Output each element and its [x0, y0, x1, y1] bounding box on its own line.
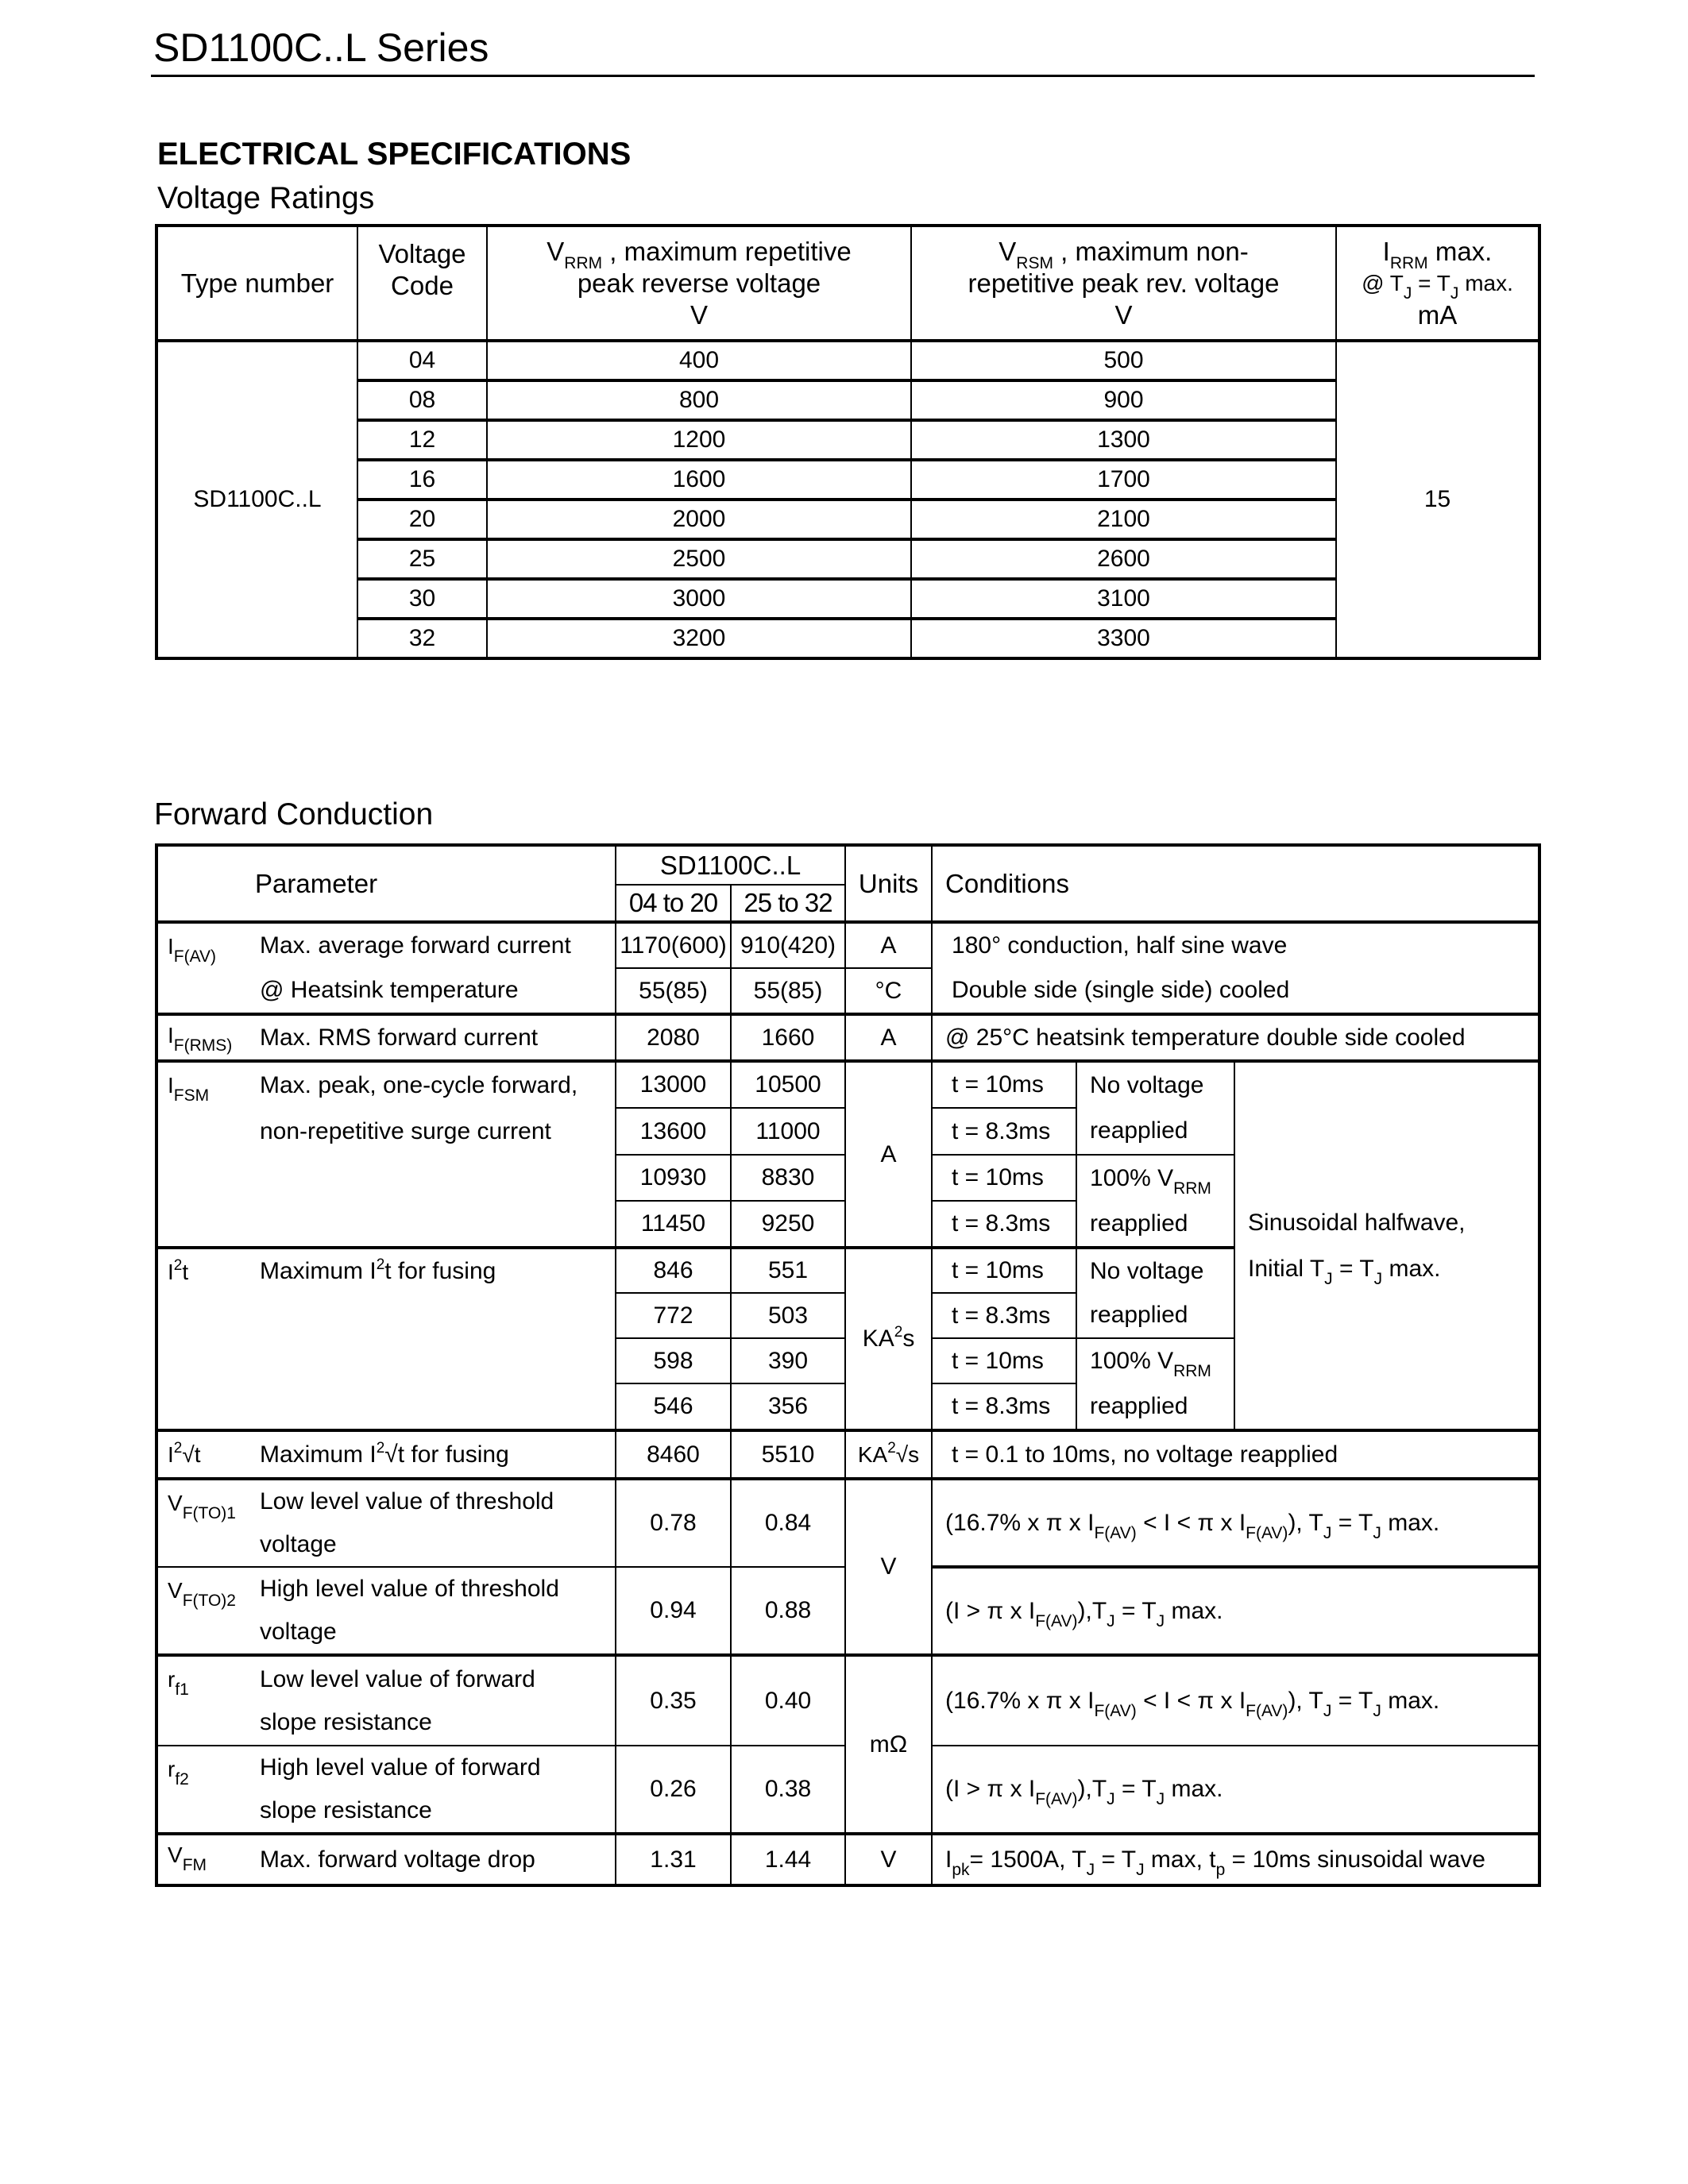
- voltage-code-cell: 12: [357, 420, 487, 460]
- value-cell: 0.40: [731, 1655, 845, 1746]
- value-cell: 10930: [616, 1155, 731, 1201]
- header-voltage-code: [357, 226, 487, 341]
- voltage-code-cell: 04: [357, 341, 487, 380]
- text-segment: No voltage: [1090, 1071, 1204, 1098]
- value-cell: 55(85): [616, 968, 731, 1014]
- text-segment: Initial T: [1248, 1255, 1325, 1282]
- text-segment: (16.7% x π x I: [945, 1687, 1095, 1714]
- subscript: J: [1373, 1523, 1381, 1542]
- table-row: [156, 500, 1539, 539]
- subscript: RRM: [564, 253, 603, 272]
- param-desc: Max. RMS forward current: [252, 1014, 616, 1061]
- time-cell: t = 8.3ms: [932, 1293, 1076, 1338]
- subscript: F(AV): [1094, 1701, 1137, 1720]
- header-vrsm: [911, 226, 1336, 341]
- superscript: 2: [894, 1324, 903, 1341]
- table-row: [156, 922, 1539, 968]
- param-desc: Max. peak, one-cycle forward,: [252, 1061, 616, 1108]
- text-segment: (I > π x I: [945, 1776, 1036, 1802]
- subscript: F(AV): [1035, 1790, 1078, 1808]
- type-number-cell: SD1100C..L: [156, 341, 357, 658]
- superscript: 2: [376, 1439, 385, 1457]
- header-type-number: [156, 226, 357, 341]
- value-cell: 2080: [616, 1014, 731, 1061]
- table-row: [156, 1834, 1539, 1885]
- param-desc-empty: [252, 1338, 616, 1383]
- forward-conduction-title: Forward Conduction: [154, 797, 434, 832]
- units-cell: A: [845, 922, 932, 968]
- reapply-cell: [1076, 1108, 1234, 1155]
- subscript: J: [1156, 1611, 1165, 1630]
- subscript: RRM: [1389, 253, 1428, 272]
- table-row: [156, 420, 1539, 460]
- text-segment: r: [168, 1667, 176, 1692]
- text-segment: √t for fusing: [384, 1441, 509, 1468]
- vrrm-cell: 2000: [487, 500, 911, 539]
- reapply-cell: [1076, 1293, 1234, 1338]
- conditions-cell: 180° conduction, half sine wave: [932, 922, 1539, 968]
- text-segment: KA: [857, 1441, 888, 1467]
- text-segment: (16.7% x π x I: [945, 1509, 1095, 1536]
- text-segment: = T: [1095, 1846, 1137, 1873]
- value-cell: 390: [731, 1338, 845, 1383]
- voltage-code-cell: 25: [357, 539, 487, 579]
- subscript: F(AV): [1246, 1523, 1288, 1542]
- text-segment: I: [168, 1260, 174, 1284]
- text-segment: r: [168, 1757, 176, 1781]
- text-segment: = T: [1331, 1687, 1373, 1714]
- header-label: [488, 236, 910, 272]
- subscript: J: [1086, 1860, 1095, 1879]
- value-cell: 598: [616, 1338, 731, 1383]
- value-cell: 356: [731, 1383, 845, 1430]
- param-desc: @ Heatsink temperature: [252, 968, 616, 1014]
- superscript: 2: [173, 1440, 183, 1457]
- value-cell: 0.78: [616, 1479, 731, 1567]
- table-row: [156, 380, 1539, 420]
- header-label: repetitive peak rev. voltage: [968, 268, 1280, 298]
- subscript: F(AV): [1094, 1523, 1137, 1542]
- symbol-if-rms: [156, 1014, 252, 1061]
- value-cell: 8830: [731, 1155, 845, 1201]
- units-cell: A: [845, 1061, 932, 1248]
- value-cell: 0.38: [731, 1746, 845, 1834]
- units-cell: V: [845, 1834, 932, 1885]
- value-cell: 5510: [731, 1430, 845, 1479]
- subscript: F(RMS): [173, 1036, 233, 1055]
- value-cell: 1.44: [731, 1834, 845, 1885]
- header-device: SD1100C..L: [616, 845, 845, 885]
- text-segment: V: [168, 1578, 183, 1603]
- subscript: J: [1107, 1790, 1115, 1808]
- text-segment: KA: [862, 1325, 894, 1352]
- text-segment: I: [168, 1023, 174, 1048]
- text-segment: Maximum I: [260, 1257, 377, 1284]
- units-cell: [845, 1248, 932, 1430]
- conditions-cell: [932, 1567, 1539, 1655]
- text-segment: No voltage: [1090, 1257, 1204, 1284]
- value-cell: 1.31: [616, 1834, 731, 1885]
- header-unit: mA: [1417, 299, 1458, 330]
- text-segment: < I < π x I: [1136, 1687, 1246, 1714]
- voltage-code-cell: 30: [357, 579, 487, 619]
- value-cell: 0.94: [616, 1567, 731, 1655]
- vrsm-cell: 1700: [911, 460, 1336, 500]
- voltage-code-cell: 20: [357, 500, 487, 539]
- text-segment: Maximum I: [260, 1441, 377, 1468]
- param-desc-line: voltage: [260, 1531, 337, 1557]
- header-units: Units: [845, 845, 932, 922]
- title-divider: [151, 75, 1535, 77]
- time-cell: t = 10ms: [932, 1338, 1076, 1383]
- value-cell: 503: [731, 1293, 845, 1338]
- value-cell: 11450: [616, 1201, 731, 1248]
- text-segment: = T: [1114, 1597, 1157, 1624]
- time-cell: t = 10ms: [932, 1155, 1076, 1201]
- irrm-cell: 15: [1336, 341, 1539, 658]
- vrsm-cell: 3300: [911, 619, 1336, 658]
- value-cell: 551: [731, 1248, 845, 1293]
- param-desc: Max. forward voltage drop: [252, 1834, 616, 1885]
- header-col-04-to-20: 04 to 20: [616, 885, 731, 922]
- value-cell: 0.88: [731, 1567, 845, 1655]
- text-segment: = 10ms sinusoidal wave: [1225, 1846, 1485, 1873]
- time-cell: t = 8.3ms: [932, 1383, 1076, 1430]
- subscript: RRM: [1173, 1179, 1211, 1198]
- header-label: [912, 236, 1335, 272]
- table-header-row: [156, 845, 1539, 885]
- subscript: J: [1450, 284, 1459, 303]
- units-cell: °C: [845, 968, 932, 1014]
- value-cell: 11000: [731, 1108, 845, 1155]
- table-row: [156, 968, 1539, 1014]
- subscript: J: [1323, 1523, 1332, 1542]
- text-segment: I: [1382, 236, 1390, 266]
- subscript: RRM: [1173, 1362, 1211, 1380]
- text-segment: reapplied: [1090, 1117, 1188, 1144]
- symbol-rf2: [156, 1746, 252, 1834]
- text-segment: max.: [1165, 1776, 1223, 1802]
- text-segment: Sinusoidal halfwave,: [1248, 1209, 1466, 1236]
- value-cell: 0.84: [731, 1479, 845, 1567]
- vrrm-cell: 3000: [487, 579, 911, 619]
- header-label: peak reverse voltage: [577, 268, 821, 298]
- table-row: [156, 1479, 1539, 1567]
- text-segment: √s: [895, 1441, 920, 1467]
- text-segment: , maximum repetitive: [602, 236, 852, 266]
- param-desc: [252, 1430, 616, 1479]
- superscript: 2: [376, 1256, 385, 1273]
- superscript: 2: [887, 1439, 896, 1457]
- time-cell: t = 10ms: [932, 1061, 1076, 1108]
- table-row: [156, 460, 1539, 500]
- reapply-cell: [1076, 1383, 1234, 1430]
- text-segment: reapplied: [1090, 1210, 1188, 1237]
- subscript: pk: [952, 1860, 970, 1879]
- param-desc: [252, 1479, 616, 1567]
- param-desc-line: slope resistance: [260, 1708, 432, 1735]
- param-desc: [252, 1248, 616, 1293]
- subscript: J: [1323, 1701, 1332, 1720]
- value-cell: 0.35: [616, 1655, 731, 1746]
- text-segment: = T: [1412, 270, 1450, 295]
- subscript: J: [1373, 1701, 1381, 1720]
- subscript: FSM: [173, 1086, 210, 1105]
- subscript: F(AV): [1035, 1611, 1078, 1630]
- subscript: RSM: [1016, 253, 1053, 272]
- subscript: F(AV): [173, 947, 217, 966]
- header-label: Voltage: [378, 238, 466, 268]
- text-segment: , maximum non-: [1053, 236, 1249, 266]
- param-desc: Max. average forward current: [252, 922, 616, 968]
- value-cell: 13600: [616, 1108, 731, 1155]
- subscript: p: [1215, 1860, 1226, 1879]
- table-row: [156, 1061, 1539, 1108]
- param-desc: non-repetitive surge current: [252, 1108, 616, 1155]
- param-desc: [252, 1746, 616, 1834]
- time-cell: t = 10ms: [932, 1248, 1076, 1293]
- subscript: J: [1107, 1611, 1115, 1630]
- value-cell: 8460: [616, 1430, 731, 1479]
- value-cell: 910(420): [731, 922, 845, 968]
- header-conditions: Conditions: [932, 845, 1539, 922]
- reapply-cell: [1076, 1201, 1234, 1248]
- text-segment: I: [168, 1442, 174, 1467]
- value-cell: 1170(600): [616, 922, 731, 968]
- text-segment: t for fusing: [384, 1257, 496, 1284]
- symbol-if-av: [156, 922, 252, 1014]
- text-segment: = T: [1332, 1255, 1374, 1282]
- text-segment: t: [182, 1260, 189, 1284]
- table-row: [156, 1655, 1539, 1746]
- symbol-i2-sqrt-t: [156, 1430, 252, 1479]
- reapply-cell: [1076, 1248, 1234, 1293]
- header-parameter: Parameter: [156, 845, 616, 922]
- forward-conduction-table: [155, 843, 1541, 1887]
- param-desc: [252, 1655, 616, 1746]
- vrrm-cell: 800: [487, 380, 911, 420]
- text-segment: max.: [1458, 270, 1513, 295]
- value-cell: 772: [616, 1293, 731, 1338]
- units-cell: [845, 1430, 932, 1479]
- table-header-row: [156, 226, 1539, 341]
- text-segment: max, t: [1144, 1846, 1216, 1873]
- section-heading: ELECTRICAL SPECIFICATIONS: [157, 137, 632, 172]
- vrrm-cell: 400: [487, 341, 911, 380]
- header-label: Code: [391, 270, 454, 300]
- text-segment: √t: [182, 1442, 201, 1467]
- vrsm-cell: 3100: [911, 579, 1336, 619]
- conditions-cell: Double side (single side) cooled: [932, 968, 1539, 1014]
- reapply-cell: [1076, 1338, 1234, 1383]
- shared-condition-line: [1248, 1246, 1538, 1292]
- param-desc-empty: [252, 1155, 616, 1201]
- text-segment: max.: [1382, 1255, 1441, 1282]
- text-segment: s: [902, 1325, 915, 1352]
- subscript: F(AV): [1246, 1701, 1288, 1720]
- text-segment: V: [547, 236, 565, 266]
- param-desc-empty: [252, 1201, 616, 1248]
- text-segment: I: [945, 1846, 952, 1873]
- reapply-cell: [1076, 1155, 1234, 1201]
- table-row: [156, 539, 1539, 579]
- time-cell: t = 8.3ms: [932, 1108, 1076, 1155]
- symbol-rf1: [156, 1655, 252, 1746]
- text-segment: = T: [1114, 1776, 1157, 1802]
- symbol-vfm: [156, 1834, 252, 1885]
- text-segment: V: [168, 1843, 183, 1867]
- header-label: [1337, 268, 1538, 303]
- text-segment: 100% V: [1090, 1164, 1174, 1191]
- text-segment: (I > π x I: [945, 1597, 1036, 1624]
- header-col-25-to-32: 25 to 32: [731, 885, 845, 922]
- header-label: Type number: [180, 268, 334, 298]
- text-segment: V: [999, 236, 1017, 266]
- text-segment: max.: [1427, 236, 1493, 266]
- subscript: FM: [182, 1856, 207, 1874]
- subscript: J: [1403, 284, 1412, 303]
- subscript: F(TO)2: [182, 1592, 236, 1610]
- voltage-code-cell: 16: [357, 460, 487, 500]
- subscript: J: [1156, 1790, 1165, 1808]
- param-desc-empty: [252, 1293, 616, 1338]
- table-row: [156, 619, 1539, 658]
- header-unit: V: [689, 299, 708, 330]
- text-segment: ),T: [1077, 1776, 1107, 1802]
- value-cell: 1660: [731, 1014, 845, 1061]
- conditions-cell: [932, 1746, 1539, 1834]
- value-cell: 846: [616, 1248, 731, 1293]
- param-desc-line: High level value of threshold: [260, 1576, 559, 1602]
- header-irrm: [1336, 226, 1539, 341]
- table-row: [156, 1430, 1539, 1479]
- param-desc-line: Low level value of forward: [260, 1665, 535, 1692]
- vrsm-cell: 500: [911, 341, 1336, 380]
- conditions-cell: [932, 1834, 1539, 1885]
- text-segment: I: [168, 1073, 174, 1098]
- units-cell: V: [845, 1479, 932, 1655]
- text-segment: @ T: [1362, 270, 1404, 295]
- table-row: [156, 579, 1539, 619]
- subscript: f1: [175, 1680, 189, 1699]
- conditions-cell: [932, 1479, 1539, 1567]
- symbol-ifsm: [156, 1061, 252, 1248]
- reapply-cell: [1076, 1061, 1234, 1108]
- symbol-i2t: [156, 1248, 252, 1430]
- value-cell: 9250: [731, 1201, 845, 1248]
- document-title: SD1100C..L Series: [153, 25, 489, 70]
- param-desc-line: Low level value of threshold: [260, 1488, 554, 1515]
- subscript: F(TO)1: [182, 1504, 236, 1522]
- shared-conditions-cell: [1234, 1061, 1539, 1430]
- vrrm-cell: 1200: [487, 420, 911, 460]
- conditions-cell: [932, 1655, 1539, 1746]
- subscript: f2: [175, 1770, 189, 1788]
- vrsm-cell: 2100: [911, 500, 1336, 539]
- param-desc-line: slope resistance: [260, 1797, 432, 1823]
- vrrm-cell: 3200: [487, 619, 911, 658]
- superscript: 2: [173, 1257, 183, 1274]
- time-cell: t = 8.3ms: [932, 1201, 1076, 1248]
- header-unit: V: [1114, 299, 1133, 330]
- text-segment: I: [168, 934, 174, 959]
- vrsm-cell: 1300: [911, 420, 1336, 460]
- voltage-code-cell: 08: [357, 380, 487, 420]
- voltage-ratings-title: Voltage Ratings: [157, 181, 375, 215]
- vrrm-cell: 1600: [487, 460, 911, 500]
- subscript: J: [1324, 1269, 1333, 1288]
- value-cell: 13000: [616, 1061, 731, 1108]
- symbol-vf-to1: [156, 1479, 252, 1567]
- text-segment: ), T: [1288, 1687, 1323, 1714]
- header-vrrm: [487, 226, 911, 341]
- text-segment: ), T: [1288, 1509, 1323, 1536]
- header-label: [1337, 236, 1538, 272]
- text-segment: = T: [1331, 1509, 1373, 1536]
- text-segment: reapplied: [1090, 1302, 1188, 1328]
- voltage-code-cell: 32: [357, 619, 487, 658]
- conditions-cell: @ 25°C heatsink temperature double side cooled: [932, 1014, 1539, 1061]
- param-desc: [252, 1567, 616, 1655]
- units-cell: A: [845, 1014, 932, 1061]
- value-cell: 10500: [731, 1061, 845, 1108]
- subscript: J: [1136, 1860, 1145, 1879]
- table-row: [156, 1014, 1539, 1061]
- param-desc-line: voltage: [260, 1619, 337, 1645]
- units-cell: mΩ: [845, 1655, 932, 1834]
- vrrm-cell: 2500: [487, 539, 911, 579]
- text-segment: reapplied: [1090, 1392, 1188, 1419]
- param-desc-empty: [252, 1383, 616, 1430]
- text-segment: max.: [1381, 1509, 1440, 1536]
- text-segment: = 1500A, T: [969, 1846, 1087, 1873]
- text-segment: 100% V: [1090, 1348, 1174, 1374]
- symbol-vf-to2: [156, 1567, 252, 1655]
- vrsm-cell: 2600: [911, 539, 1336, 579]
- text-segment: < I < π x I: [1136, 1509, 1246, 1536]
- value-cell: 0.26: [616, 1746, 731, 1834]
- text-segment: ),T: [1077, 1597, 1107, 1624]
- vrsm-cell: 900: [911, 380, 1336, 420]
- shared-condition-line: [1248, 1200, 1538, 1246]
- subscript: J: [1373, 1269, 1383, 1288]
- text-segment: max.: [1381, 1687, 1440, 1714]
- table-row: [156, 341, 1539, 380]
- value-cell: 55(85): [731, 968, 845, 1014]
- conditions-cell: t = 0.1 to 10ms, no voltage reapplied: [932, 1430, 1539, 1479]
- text-segment: max.: [1165, 1597, 1223, 1624]
- voltage-ratings-table: [155, 224, 1541, 660]
- value-cell: 546: [616, 1383, 731, 1430]
- param-desc-line: High level value of forward: [260, 1754, 541, 1781]
- text-segment: V: [168, 1491, 183, 1515]
